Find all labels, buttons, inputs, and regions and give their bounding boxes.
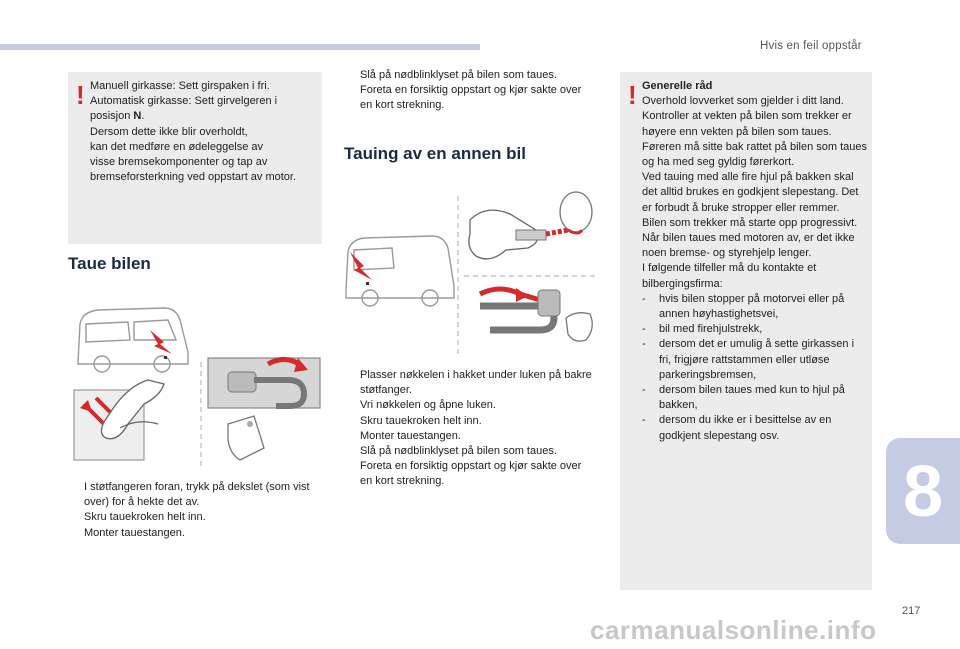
- text-line: posisjon N.: [90, 110, 145, 123]
- text-line: bremseforsterkning ved oppstart av motor.: [90, 171, 297, 184]
- advice-cases: [642, 292, 868, 444]
- illustration-front-tow: [68, 300, 326, 468]
- list-item: Foreta en forsiktig oppstart og kjør sakte over en kort strekning.: [360, 84, 582, 112]
- list-item: - dersom det er umulig å sette girkassen i fri, frigjøre rattstammen eller utløse parkeringsbremsen,: [642, 338, 855, 381]
- chapter-tab: [886, 438, 960, 544]
- steps-tow-own: [68, 480, 320, 541]
- list-item: Vri nøkkelen og åpne luken.: [360, 399, 496, 412]
- illustration-rear-tow: [340, 190, 600, 360]
- warning-icon: !: [628, 80, 637, 110]
- list-item: Slå på nødblinklyset på bilen som taues.: [360, 445, 557, 458]
- page-number: 217: [902, 605, 921, 617]
- list-item: Monter tauestangen.: [360, 429, 461, 442]
- list-item: - dersom bilen taues med kun to hjul på bakken,: [642, 384, 845, 412]
- front-tow-illustration-svg: [68, 300, 326, 468]
- text-line: visse bremsekomponenter og tap av: [90, 156, 268, 169]
- list-item: Foreta en forsiktig oppstart og kjør sakte over en kort strekning.: [360, 460, 582, 488]
- advice-paragraph: Når bilen taues med motoren av, er det ikke noen bremse- og styrehjelp lenger.: [642, 232, 855, 260]
- advice-paragraph: Kontroller at vekten på bilen som trekker er høyere enn vekten på bilen som taues.: [642, 110, 852, 138]
- advice-paragraph: Føreren må sitte bak rattet på bilen som taues og ha med seg gyldig førerkort.: [642, 140, 867, 169]
- list-item: Monter tauestangen.: [84, 526, 185, 539]
- watermark: carmanualsonline.info: [590, 615, 877, 645]
- advice-paragraph: Bilen som trekker må starte opp progressivt.: [642, 216, 858, 229]
- list-item: I støtfangeren foran, trykk på dekslet (som vist over) for å hekte det av.: [84, 481, 310, 509]
- list-item: Skru tauekroken helt inn.: [84, 511, 206, 524]
- section-title-tow-own: Taue bilen: [68, 254, 151, 273]
- steps-column2-top: [344, 68, 594, 114]
- page-header-title: Hvis en feil oppstår: [760, 40, 862, 52]
- list-item: - hvis bilen stopper på motorvei eller på annen høyhastighetsvei,: [642, 292, 845, 321]
- text-line: kan det medføre en ødeleggelse av: [90, 140, 264, 153]
- list-item: Slå på nødblinklyset på bilen som taues.: [360, 69, 557, 81]
- list-item: - bil med firehjulstrekk,: [642, 323, 763, 336]
- warning-box-gearbox: [68, 72, 322, 244]
- top-accent-bar: [0, 44, 480, 50]
- advice-title: Generelle råd: [642, 80, 713, 92]
- advice-paragraph: Overhold lovverket som gjelder i ditt land.: [642, 95, 844, 108]
- section-title-tow-other: Tauing av en annen bil: [344, 144, 526, 163]
- text-line: Dersom dette ikke blir overholdt,: [90, 125, 248, 138]
- gear-position: N: [133, 110, 142, 123]
- list-item: Plasser nøkkelen i hakket under luken på bakre støtfanger.: [360, 369, 592, 397]
- warning-gearbox-text: [90, 79, 320, 185]
- general-advice-text: [642, 79, 868, 444]
- chapter-number: 8: [902, 452, 944, 532]
- advice-paragraph: I følgende tilfeller må du kontakte et bilbergingsfirma:: [642, 262, 817, 290]
- rear-tow-illustration-svg: [340, 190, 600, 360]
- list-item: - dersom du ikke er i besittelse av en godkjent slepestang osv.: [642, 414, 832, 442]
- text-line: Manuell girkasse: Sett girspaken i fri.: [90, 80, 270, 92]
- warning-icon: !: [76, 80, 85, 110]
- steps-tow-other: [344, 368, 594, 490]
- advice-paragraph: Ved tauing med alle fire hjul på bakken skal det alltid brukes en godkjent slepestang. Det er forbudt å bruke stropper eller remmer.: [642, 171, 859, 214]
- general-advice-box: [620, 72, 872, 590]
- list-item: Skru tauekroken helt inn.: [360, 414, 482, 427]
- text-line: Automatisk girkasse: Sett girvelgeren i: [90, 95, 278, 108]
